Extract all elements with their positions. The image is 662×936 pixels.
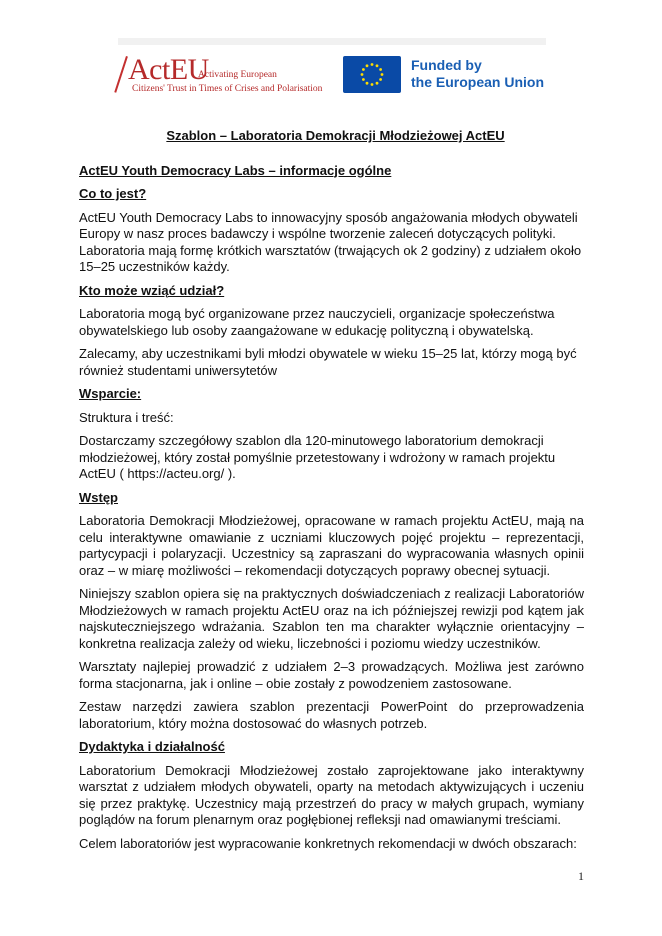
paragraph: Dostarczamy szczegółowy szablon dla 120-minutowego laboratorium demokracji młodzieżowej, który został pomyślnie przetestowany i wdrożony w ramach projektu ActEU ( https://acteu.org/ ). — [79, 433, 556, 481]
heading-dydaktyka-i-dzialalnosc: Dydaktyka i działalność — [79, 739, 225, 754]
paragraph: Celem laboratoriów jest wypracowanie konkretnych rekomendacji w dwóch obszarach: — [79, 835, 577, 851]
paragraph: Laboratoria mogą być organizowane przez nauczycieli, organizacje społeczeństwa obywatelskiego lub osoby zaangażowane w edukację polityczną i obywatelską. — [79, 306, 555, 338]
heading-kto-moze-wziac-udzial: Kto może wziąć udział? — [79, 282, 225, 298]
paragraph: ActEU Youth Democracy Labs to innowacyjny sposób angażowania młodych obywateli Europy w nasz proces badawczy i wspólne tworzenie zaleceń dotyczących polityki. Laboratoria mają formę krótkich warsztatów (trwających ok 2 godziny) z udziałem około 15–25 uczestników każdy. — [79, 209, 582, 274]
eu-flag-icon — [343, 56, 401, 93]
section-title: ActEU Youth Democracy Labs – informacje ogólne — [79, 162, 392, 178]
paragraph: Niniejszy szablon opiera się na praktycznych doświadczeniach z realizacji Laboratoriów Młodzieżowych w ramach projektu ActEU oraz na ich późniejszej rewizji pod kątem jak najskuteczniejszego wdrażania. Szablon ten ma charakter wyłącznie orientacyjny – konkretna realizacja zależy od wieku, liczebności i poziomu wiedzy uczestników. — [79, 586, 584, 651]
paragraph: Warsztaty najlepiej prowadzić z udziałem 2–3 prowadzących. Możliwa jest zarówno forma stacjonarna, jak i online – obie zostały z powodzeniem zastosowane. — [79, 659, 584, 691]
paragraph: Struktura i treść: — [79, 409, 174, 425]
paragraph: Zestaw narzędzi zawiera szablon prezentacji PowerPoint do przeprowadzenia laboratorium, który można dostosować do własnych potrzeb. — [79, 699, 584, 731]
document-body — [79, 128, 584, 859]
heading-wstep: Wstęp — [79, 489, 118, 505]
eu-funded-line-1: Funded by — [411, 57, 482, 73]
eu-funded-line-2: the European Union — [411, 74, 544, 90]
document-title: Szablon – Laboratoria Demokracji Młodzieżowej ActEU — [166, 128, 505, 143]
acteu-logo-slash-icon — [114, 56, 128, 93]
header-bar — [118, 38, 546, 45]
acteu-logo-tagline-2: Citizens' Trust in Times of Crises and Polarisation — [132, 84, 323, 94]
heading-wsparcie: Wsparcie: — [79, 386, 142, 401]
paragraph: Laboratoria Demokracji Młodzieżowej, opracowane w ramach projektu ActEU, mają na celu interaktywne omawianie z uczniami kluczowych pojęć projektu – reprezentacji, partycypacji i polaryzacji. Uczestnicy są zapraszani do wypracowania własnych opinii oraz – w miarę możliwości – rekomendacji dotyczących poprawy obecnej sytuacji. — [79, 513, 584, 578]
paragraph: Zalecamy, aby uczestnikami byli młodzi obywatele w wieku 15–25 lat, którzy mogą być również studentami uniwersytetów — [79, 346, 577, 378]
eu-funded-text — [411, 57, 544, 91]
page-number: 1 — [578, 869, 584, 883]
heading-co-to-jest: Co to jest? — [79, 186, 147, 201]
paragraph: Laboratorium Demokracji Młodzieżowej zostało zaprojektowane jako interaktywny warsztat z udziałem młodych obywateli, oparty na metodach aktywizujących i uczeniu się przez praktykę. Uczestnicy mają przestrzeń do pracy w małych grupach, wymiany poglądów na forum plenarnym oraz pogłębionej refleksji nad omawianymi treściami. — [79, 762, 584, 827]
acteu-logo-name: ActEU — [128, 53, 209, 86]
acteu-logo — [124, 54, 324, 98]
acteu-logo-tagline-1: Activating European — [198, 70, 277, 80]
